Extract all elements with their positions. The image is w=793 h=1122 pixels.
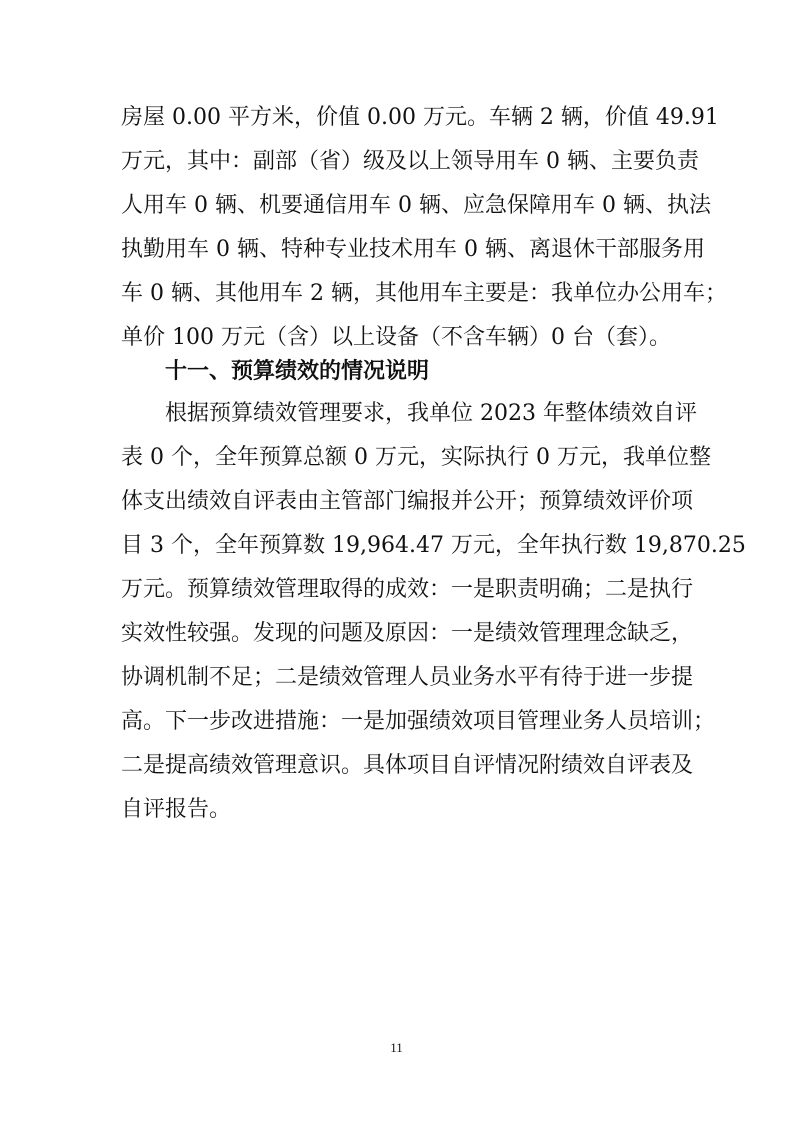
paragraph-line: 万元，其中：副部（省）级及以上领导用车 0 辆、主要负责 — [121, 149, 699, 174]
paragraph-line: 单价 100 万元（含）以上设备（不含车辆）0 台（套）。 — [121, 325, 671, 350]
paragraph-line: 自评报告。 — [121, 797, 232, 822]
section-heading: 十一、预算绩效的情况说明 — [165, 359, 430, 384]
page-number: 11 — [390, 1040, 403, 1055]
paragraph-line: 二是提高绩效管理意识。具体项目自评情况附绩效自评表及 — [121, 753, 694, 778]
paragraph-line: 万元。预算绩效管理取得的成效：一是职责明确；二是执行 — [121, 577, 694, 602]
paragraph-line: 执勤用车 0 辆、特种专业技术用车 0 辆、离退休干部服务用 — [121, 237, 705, 262]
paragraph-line: 车 0 辆、其他用车 2 辆，其他用车主要是：我单位办公用车； — [121, 281, 727, 306]
paragraph-line: 根据预算绩效管理要求，我单位 2023 年整体绩效自评 — [165, 401, 697, 426]
paragraph-line: 体支出绩效自评表由主管部门编报并公开；预算绩效评价项 — [121, 489, 694, 514]
paragraph-line: 高。下一步改进措施：一是加强绩效项目管理业务人员培训； — [121, 709, 716, 734]
paragraph-line: 人用车 0 辆、机要通信用车 0 辆、应急保障用车 0 辆、执法 — [121, 193, 711, 218]
paragraph-line: 房屋 0.00 平方米，价值 0.00 万元。车辆 2 辆，价值 49.91 — [121, 105, 719, 130]
paragraph-line: 协调机制不足；二是绩效管理人员业务水平有待于进一步提 — [121, 665, 694, 690]
paragraph-line: 目 3 个，全年预算数 19,964.47 万元，全年执行数 19,870.25 — [121, 533, 746, 558]
paragraph-line: 实效性较强。发现的问题及原因：一是绩效管理理念缺乏， — [121, 621, 694, 646]
paragraph-line: 表 0 个，全年预算总额 0 万元，实际执行 0 万元，我单位整 — [121, 445, 711, 470]
